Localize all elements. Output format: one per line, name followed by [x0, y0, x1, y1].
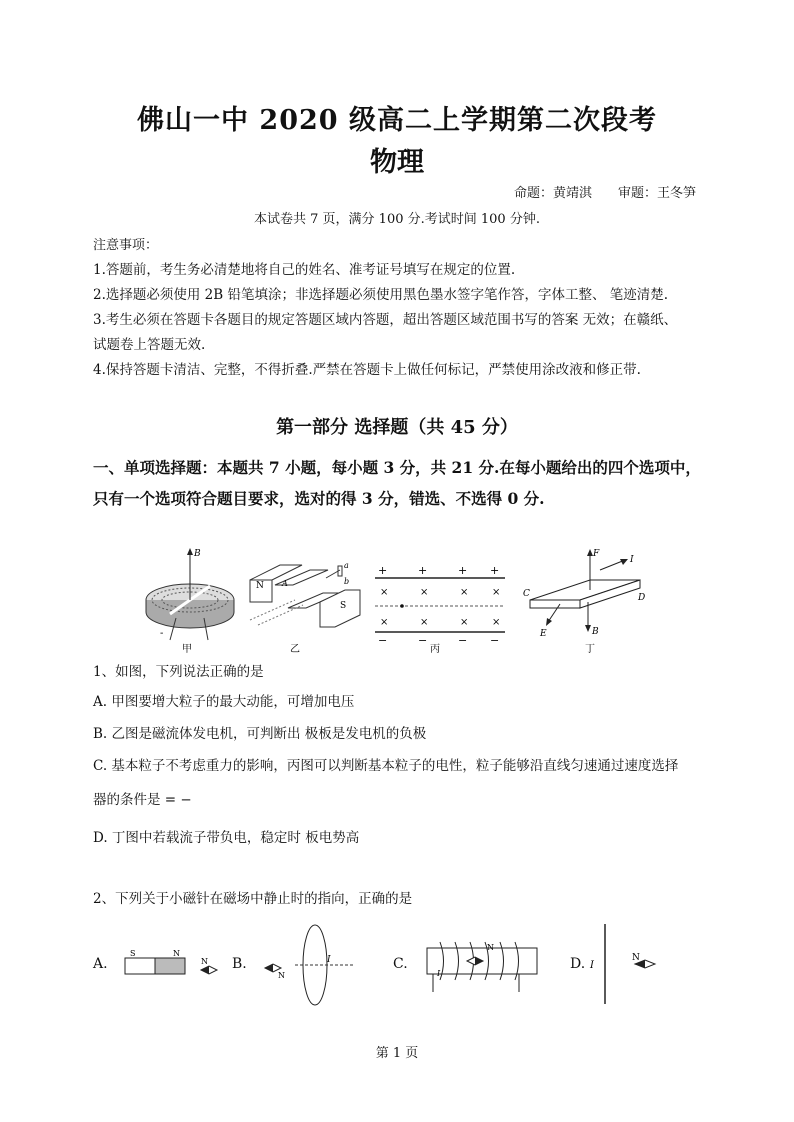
svg-text:×: × [420, 617, 429, 628]
svg-text:+: + [378, 564, 388, 577]
svg-text:−: − [378, 634, 388, 647]
mhd-generator-diagram [250, 561, 360, 655]
exam-info: 本试卷共 7 页，满分 100 分.考试时间 100 分钟. [254, 212, 540, 227]
question-1-option-a: A. 甲图要增大粒子的最大动能，可增加电压 [93, 694, 355, 710]
svg-text:−: − [490, 634, 500, 647]
svg-text:F: F [593, 549, 600, 559]
section-instruction: 只有一个选项符合题目要求，选对的得 3 分，错选、不选得 0 分. [93, 489, 545, 508]
svg-text:×: × [460, 587, 469, 598]
section-title: 第一部分 选择题（共 45 分） [276, 417, 518, 438]
svg-text:I: I [327, 955, 331, 965]
svg-text:S: S [130, 949, 136, 958]
question-1-option-c-cont: 器的条件是 = − [93, 792, 192, 808]
svg-text:N: N [632, 953, 640, 963]
svg-text:N: N [278, 971, 285, 980]
question-2-option-a: A. [93, 956, 108, 972]
hall-effect-diagram [523, 549, 645, 655]
question2-figure [115, 920, 690, 1010]
svg-text:−: − [458, 634, 468, 647]
svg-text:N: N [173, 949, 180, 958]
notice-item: 2.选择题必须使用 2B 铅笔填涂；非选择题必须使用黑色墨水签字笔作答，字体工整、 笔迹清楚. [93, 287, 669, 303]
svg-text:N: N [201, 957, 208, 966]
svg-text:+: + [418, 564, 428, 577]
straight-wire-diagram [589, 924, 655, 1004]
svg-text:N: N [256, 581, 264, 591]
figure-caption: 乙 [290, 644, 300, 655]
svg-text:S: S [340, 601, 347, 611]
bar-magnet-diagram [125, 949, 217, 974]
svg-text:+: + [490, 564, 500, 577]
question-2-option-d: D. [570, 956, 586, 972]
question-1-stem: 1、如图，下列说法正确的是 [93, 664, 264, 680]
svg-text:N: N [487, 943, 494, 952]
velocity-selector-diagram [375, 564, 505, 655]
notice-item: 4.保持答题卡清洁、完整，不得折叠.严禁在答题卡上做任何标记，严禁使用涂改液和修正带. [93, 362, 641, 378]
svg-text:a: a [344, 561, 349, 570]
svg-text:-: - [160, 628, 164, 639]
exam-title: 佛山一中 2020 级高二上学期第二次段考 [137, 105, 657, 136]
cyclotron-diagram [146, 548, 234, 655]
figure-caption: 丁 [585, 644, 595, 655]
svg-text:×: × [420, 587, 429, 598]
figure-caption: 甲 [182, 644, 192, 655]
svg-text:+: + [458, 564, 468, 577]
figure-caption: 丙 [430, 644, 440, 655]
svg-text:B: B [592, 627, 599, 637]
question1-figure [130, 540, 690, 655]
question-1-option-c: C. 基本粒子不考虑重力的影响，丙图可以判断基本粒子的电性，粒子能够沿直线匀速通过速度选择 [93, 758, 679, 774]
svg-text:×: × [380, 617, 389, 628]
svg-text:I: I [590, 960, 594, 971]
notice-item: 1.答题前，考生务必清楚地将自己的姓名、准考证号填写在规定的位置. [93, 262, 516, 278]
notice-item: 3.考生必须在答题卡各题目的规定答题区域内答题，超出答题区域范围书写的答案 无效；在赣纸、 [93, 312, 678, 328]
svg-text:I: I [630, 555, 634, 565]
solenoid-diagram [427, 942, 537, 992]
subject-title: 物理 [370, 147, 424, 178]
question-2-option-c: C. [393, 956, 408, 972]
notice-heading: 注意事项： [93, 238, 159, 253]
authors-line: 命题：黄靖淇 审题：王冬笋 [513, 186, 696, 201]
question-1-option-d: D. 丁图中若载流子带负电，稳定时 板电势高 [93, 830, 360, 846]
svg-text:×: × [492, 587, 501, 598]
question-2-stem: 2、下列关于小磁针在磁场中静止时的指向，正确的是 [93, 891, 413, 907]
question-2-option-b: B. [232, 956, 247, 972]
svg-text:D: D [638, 593, 646, 603]
b-field-label: B [194, 549, 201, 559]
svg-text:−: − [418, 634, 428, 647]
question-1-option-b: B. 乙图是磁流体发电机，可判断出 极板是发电机的负极 [93, 726, 427, 742]
svg-text:×: × [492, 617, 501, 628]
section-instruction: 一、单项选择题：本题共 7 小题，每小题 3 分，共 21 分.在每小题给出的四个选项中， [93, 458, 701, 477]
page-number: 第 1 页 [375, 1046, 419, 1061]
svg-text:A: A [282, 579, 288, 588]
notice-item: 试题卷上答题无效. [93, 337, 206, 353]
svg-text:×: × [460, 617, 469, 628]
svg-text:C: C [523, 589, 530, 599]
svg-text:E: E [540, 629, 547, 639]
svg-text:×: × [380, 587, 389, 598]
svg-text:I: I [437, 969, 441, 978]
svg-text:b: b [344, 577, 350, 586]
current-loop-diagram [265, 925, 355, 1005]
